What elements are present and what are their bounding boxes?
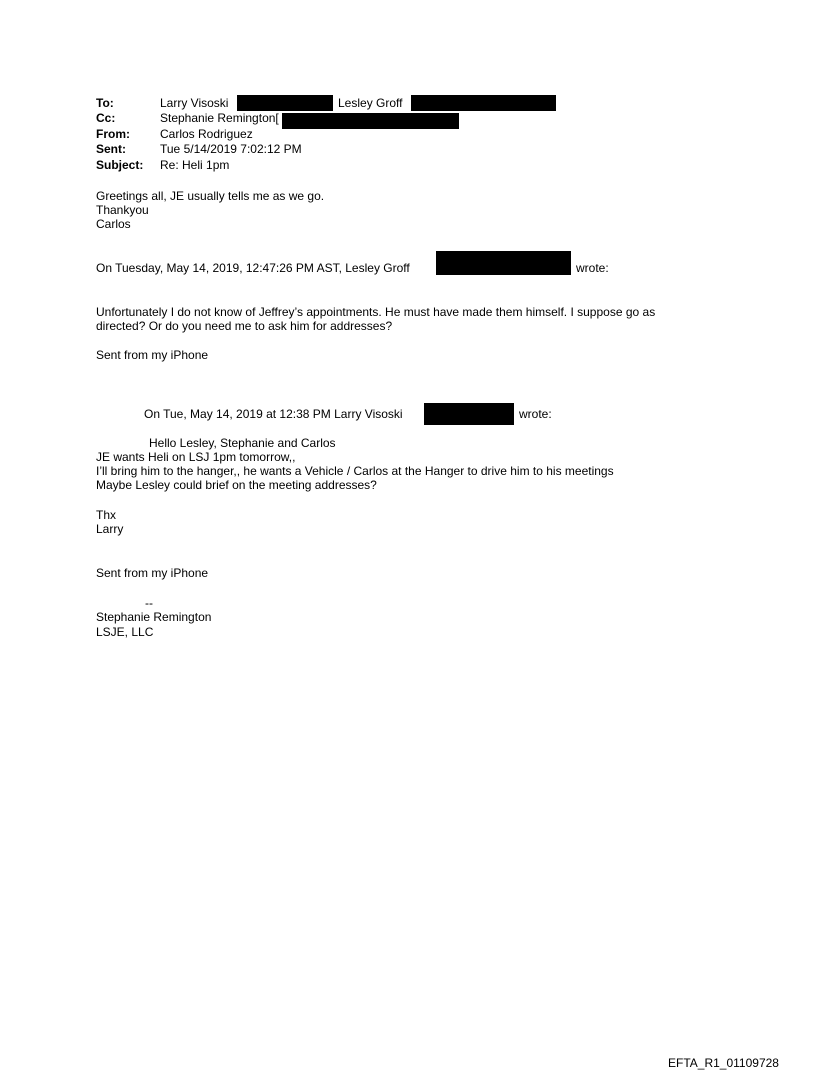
- reply-line: Carlos: [96, 217, 131, 231]
- quote-signature: Sent from my iPhone: [96, 566, 209, 580]
- signature-company: LSJE, LLC: [96, 625, 154, 639]
- from-value: Carlos Rodriguez: [160, 127, 253, 141]
- page-id: EFTA_R1_01109728: [668, 1056, 779, 1070]
- subject-value: Re: Heli 1pm: [160, 158, 230, 172]
- quote-body-line: Unfortunately I do not know of Jeffrey’s appointments. He must have made them himself. I suppose go as: [96, 305, 656, 319]
- cc-value: Stephanie Remington[: [160, 111, 279, 125]
- quote-attribution-wrote: wrote:: [576, 261, 609, 275]
- redaction-block: [282, 113, 459, 129]
- to-label: To:: [96, 96, 114, 110]
- cc-label: Cc:: [96, 111, 116, 125]
- reply-line: Thankyou: [96, 203, 149, 217]
- reply-line: Greetings all, JE usually tells me as we go.: [96, 189, 325, 203]
- sent-value: Tue 5/14/2019 7:02:12 PM: [160, 142, 302, 156]
- quote-body-line: directed? Or do you need me to ask him for addresses?: [96, 319, 393, 333]
- to-recipient-2: Lesley Groff: [338, 96, 403, 110]
- signature-dashes: --: [145, 596, 153, 610]
- quote-attribution: On Tue, May 14, 2019 at 12:38 PM Larry Visoski: [144, 407, 403, 421]
- quote-signature: Sent from my iPhone: [96, 348, 209, 362]
- quote-thx: Thx: [96, 508, 117, 522]
- to-recipient-1: Larry Visoski: [160, 96, 229, 110]
- quote-body-line: I’ll bring him to the hanger,, he wants a Vehicle / Carlos at the Hanger to drive him to his meetings: [96, 464, 614, 478]
- quote-name: Larry: [96, 522, 124, 536]
- from-label: From:: [96, 127, 130, 141]
- quote-attribution-wrote: wrote:: [519, 407, 552, 421]
- redaction-block: [237, 95, 333, 111]
- quote-body-line: JE wants Heli on LSJ 1pm tomorrow,,: [96, 450, 296, 464]
- subject-label: Subject:: [96, 158, 144, 172]
- redaction-block: [424, 403, 514, 425]
- sent-label: Sent:: [96, 142, 126, 156]
- quote-greeting: Hello Lesley, Stephanie and Carlos: [149, 436, 336, 450]
- redaction-block: [411, 95, 556, 111]
- signature-name: Stephanie Remington: [96, 610, 212, 624]
- quote-body-line: Maybe Lesley could brief on the meeting addresses?: [96, 478, 377, 492]
- quote-attribution: On Tuesday, May 14, 2019, 12:47:26 PM AST, Lesley Groff: [96, 261, 410, 275]
- redaction-block: [436, 251, 571, 275]
